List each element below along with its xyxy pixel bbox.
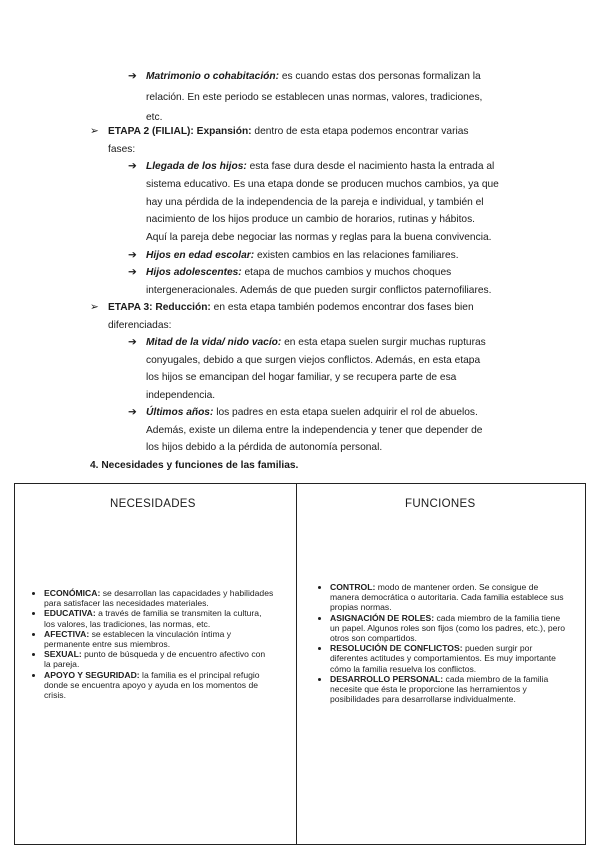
escolar-line-1 (146, 249, 459, 262)
etapa2-title: ETAPA 2 (FILIAL): Expansión: (108, 126, 252, 137)
need-item-text: a través de familia se transmiten la cultura, los valores, las tradiciones, las normas, etc. (44, 608, 262, 629)
arrow-bullet-icon: ➔ (128, 266, 137, 278)
ultimos-line-3: los hijos debido a la pérdida de autonomía personal. (146, 442, 383, 453)
etapa2-line-2: fases: (108, 144, 136, 155)
matrimonio-line-1 (146, 70, 481, 83)
etapa3-title: ETAPA 3: Reducción: (108, 302, 211, 313)
ultimos-line-2: Además, existe un dilema entre la independencia y tener que depender de (146, 425, 483, 436)
function-item-text: modo de mantener orden. Se consigue de manera democrática o autoritaria. Cada familia establece sus propias normas. (330, 582, 564, 613)
need-item-key: ECONÓMICA: (44, 588, 101, 598)
function-item (330, 674, 568, 705)
etapa2-text-1: dentro de esta etapa podemos encontrar varias (251, 126, 469, 137)
ultimos-line-1 (146, 406, 478, 419)
adolescentes-title: Hijos adolescentes: (146, 267, 242, 278)
need-item-text: se desarrollan las capacidades y habilidades para satisfacer las necesidades materiales. (44, 588, 274, 609)
need-item (44, 649, 274, 669)
function-item (330, 582, 568, 613)
function-item-text: cada miembro de la familia tiene un papel. Algunos roles son fijos (como los padres, etc.), pero otros son compartidos. (330, 612, 566, 644)
column-divider (296, 483, 297, 845)
need-item-text: se establecen la vinculación íntima y permanente entre sus miembros. (44, 628, 232, 650)
function-item-key: DESARROLLO PERSONAL: (330, 673, 444, 684)
function-item-key: CONTROL: (330, 582, 376, 592)
ultimos-text-1: los padres en esta etapa suelen adquirir el rol de abuelos. (213, 407, 478, 418)
needs-header: NECESIDADES (110, 498, 196, 510)
mitad-line-4: independencia. (146, 390, 216, 401)
function-item-text: cada miembro de la familia necesite que ésta le proporcione las herramientos y posibilidades para desarrollarse individualmente. (330, 673, 549, 705)
arrow-bullet-icon: ➔ (128, 336, 137, 348)
need-item (44, 588, 274, 608)
needs-list (30, 588, 274, 700)
functions-header: FUNCIONES (405, 498, 476, 510)
matrimonio-line-2: relación. En este periodo se establecen unas normas, valores, tradiciones, (146, 92, 483, 103)
arrow-bullet-icon: ➔ (128, 406, 137, 418)
llegada-title: Llegada de los hijos: (146, 161, 247, 172)
need-item (44, 629, 274, 649)
llegada-line-3: hay una pérdida de la independencia de la pareja e individual, y también el (146, 197, 484, 208)
adolescentes-text-1: etapa de muchos cambios y muchos choques (241, 267, 452, 278)
mitad-line-3: los hijos se emancipan del hogar familiar, y se recupera parte de esa (146, 372, 457, 383)
escolar-text-1: existen cambios en las relaciones familiares. (254, 250, 459, 261)
ultimos-title: Últimos años: (146, 407, 214, 418)
llegada-line-4: nacimiento de los hijos produce un cambio de horarios, rutinas y hábitos. (146, 214, 476, 225)
function-item-text: pueden surgir por diferentes actitudes y comportamientos. Es muy importante cómo la familia resuelva los conflictos. (330, 643, 556, 674)
mitad-text-1: en esta etapa suelen surgir muchas rupturas (281, 337, 486, 348)
need-item (44, 670, 274, 701)
need-item-key: AFECTIVA: (44, 628, 90, 639)
mitad-line-1 (146, 336, 486, 349)
mitad-line-2: conyugales, debido a que surgen viejos conflictos. Además, en esta etapa (146, 355, 481, 366)
need-item-text: la familia es el principal refugio donde se encuentra apoyo y ayuda en los momentos de crisis. (44, 669, 260, 701)
need-item-text: punto de búsqueda y de encuentro afectivo con la pareja. (44, 649, 266, 670)
chevron-bullet-icon: ➢ (90, 125, 99, 137)
etapa3-line-2: diferenciadas: (108, 320, 172, 331)
arrow-bullet-icon: ➔ (128, 70, 137, 82)
llegada-line-1 (146, 160, 494, 173)
chevron-bullet-icon: ➢ (90, 301, 99, 313)
section-heading: 4. Necesidades y funciones de las familias. (90, 460, 299, 471)
adolescentes-line-1 (146, 266, 451, 279)
etapa3-text-1: en esta etapa también podemos encontrar dos fases bien (210, 302, 474, 313)
mitad-title: Mitad de la vida/ nido vacío: (146, 337, 282, 348)
adolescentes-line-2: intergeneracionales. Además de que pueden surgir conflictos paternofiliares. (146, 285, 492, 296)
need-item (44, 608, 274, 628)
llegada-text-1: esta fase dura desde el nacimiento hasta la entrada al (246, 161, 495, 172)
escolar-title: Hijos en edad escolar: (146, 250, 255, 261)
need-item-key: EDUCATIVA: (44, 608, 96, 619)
need-item-key: SEXUAL: (44, 649, 82, 660)
arrow-bullet-icon: ➔ (128, 160, 137, 172)
function-item-key: ASIGNACIÓN DE ROLES: (330, 612, 435, 623)
arrow-bullet-icon: ➔ (128, 249, 137, 261)
llegada-line-5: Aquí la pareja debe negociar las normas y reglas para la buena convivencia. (146, 232, 492, 243)
matrimonio-text-1: es cuando estas dos personas formalizan la (279, 71, 481, 82)
etapa3-line-1 (108, 301, 474, 314)
etapa2-line-1 (108, 125, 468, 138)
function-item (330, 643, 568, 674)
functions-list (316, 582, 568, 704)
llegada-line-2: sistema educativo. Es una etapa donde se producen muchos cambios, ya que (146, 179, 499, 190)
matrimonio-line-3: etc. (146, 112, 163, 123)
function-item-key: RESOLUCIÓN DE CONFLICTOS: (330, 643, 463, 654)
matrimonio-title: Matrimonio o cohabitación: (146, 71, 280, 82)
function-item (330, 613, 568, 644)
need-item-key: APOYO Y SEGURIDAD: (44, 669, 140, 680)
